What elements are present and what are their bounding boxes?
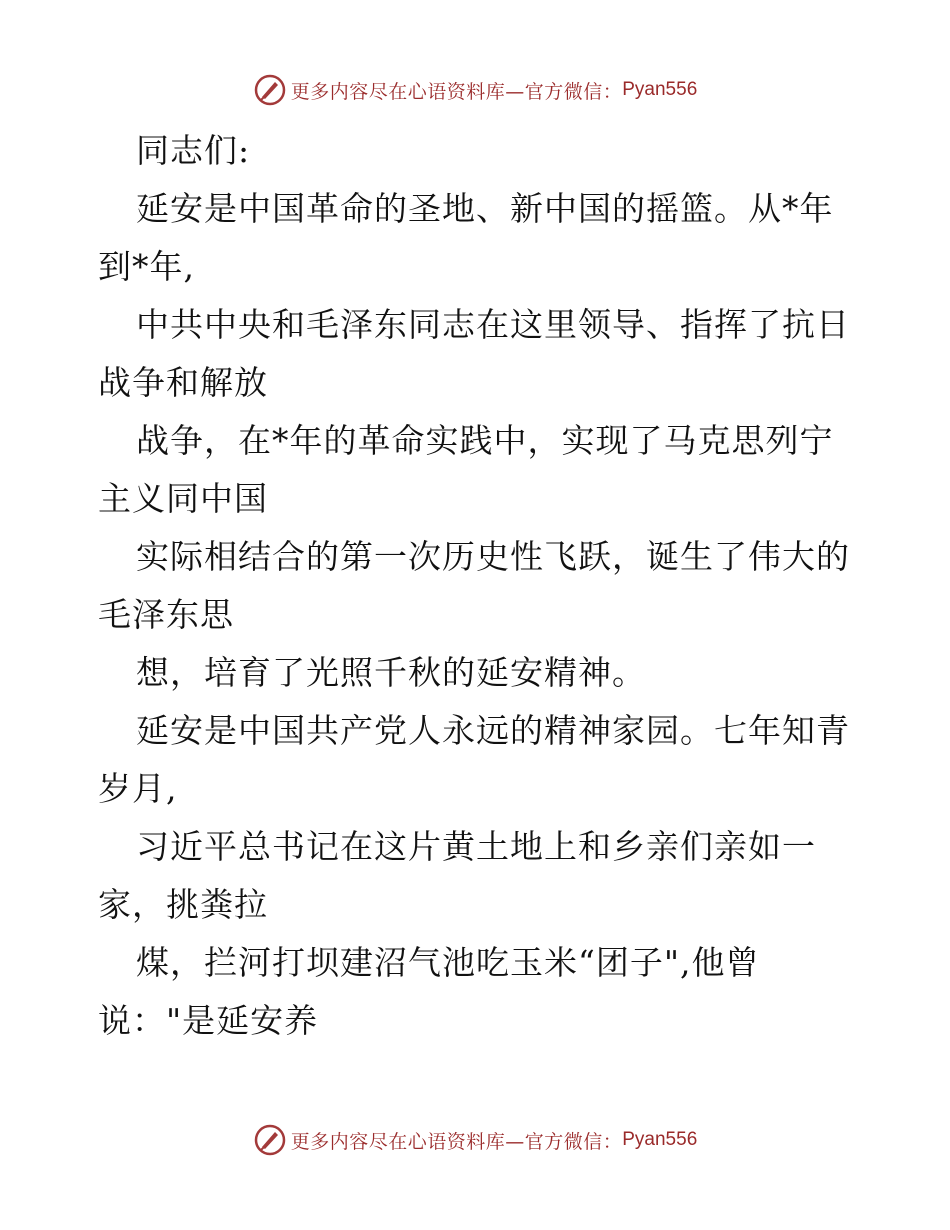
text-line: 实际相结合的第一次历史性飞跃，诞生了伟大的 — [136, 537, 850, 576]
quill-logo-icon — [253, 73, 287, 107]
header-wechat-id: Pyan556 — [622, 79, 698, 100]
body-text — [98, 122, 858, 1050]
footer-banner — [0, 1120, 950, 1160]
text-line: 岁月, — [98, 769, 178, 808]
header-text: 更多内容尽在心语资料库—官方微信： — [290, 80, 623, 103]
text-line: 延安是中国革命的圣地、新中国的摇篮。从*年 — [136, 189, 834, 228]
footer-text: 更多内容尽在心语资料库—官方微信： — [290, 1130, 623, 1153]
text-line: 家，挑粪拉 — [98, 885, 268, 924]
text-line: 战争和解放 — [98, 363, 268, 402]
text-line: 延安是中国共产党人永远的精神家园。七年知青 — [136, 711, 850, 750]
text-line: 同志们: — [136, 131, 251, 170]
text-line: 主义同中国 — [98, 479, 268, 518]
footer-wechat-id: Pyan556 — [622, 1129, 698, 1150]
text-line: 中共中央和毛泽东同志在这里领导、指挥了抗日 — [136, 305, 850, 344]
text-line: 习近平总书记在这片黄土地上和乡亲们亲如一 — [136, 827, 816, 866]
text-line: 毛泽东思 — [98, 595, 234, 634]
text-line: 说："是延安养 — [98, 1001, 319, 1040]
text-line: 想，培育了光照千秋的延安精神。 — [136, 653, 646, 692]
text-line: 煤，拦河打坝建沼气池吃玉米“团子",他曾 — [136, 943, 760, 982]
header-banner — [0, 70, 950, 110]
text-line: 到*年, — [98, 247, 195, 286]
text-line: 战争，在*年的革命实践中，实现了马克思列宁 — [136, 421, 834, 460]
quill-logo-icon — [253, 1123, 287, 1157]
